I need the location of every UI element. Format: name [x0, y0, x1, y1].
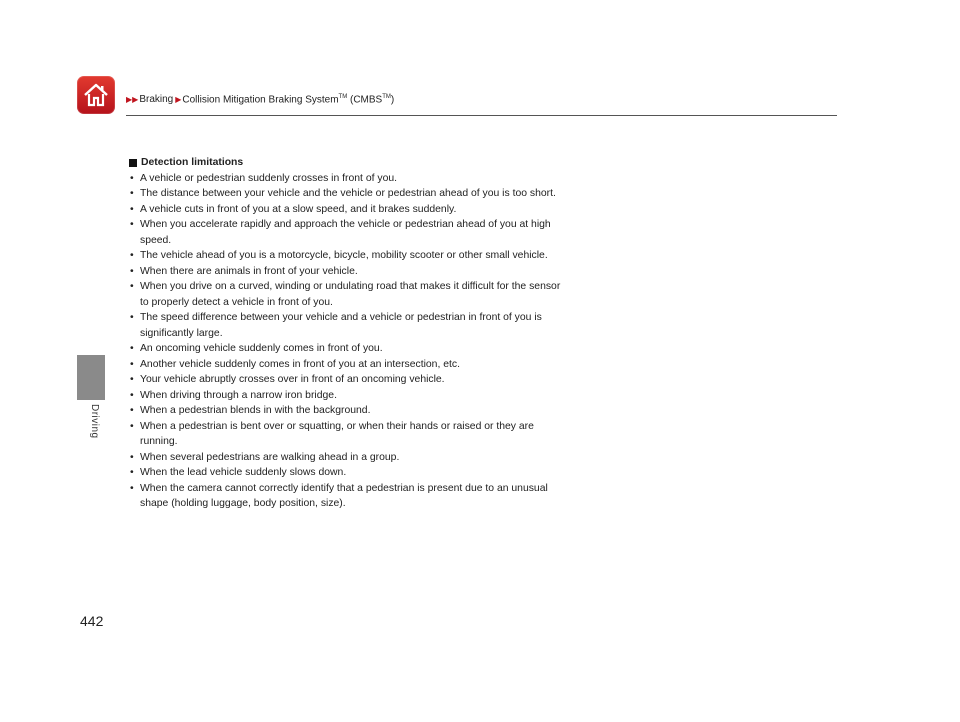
breadcrumb [126, 94, 394, 105]
list-item: • When a pedestrian is bent over or squatting, or when their hands or raised or they are running. [129, 419, 561, 450]
list-item: • Your vehicle abruptly crosses over in front of an oncoming vehicle. [129, 372, 561, 388]
page-number: 442 [80, 613, 104, 629]
section-heading [129, 155, 561, 171]
breadcrumb-link-braking[interactable]: Braking [139, 94, 174, 106]
list-item: • A vehicle or pedestrian suddenly crosses in front of you. [129, 171, 561, 187]
home-button[interactable] [77, 76, 115, 114]
list-item: • When driving through a narrow iron bridge. [129, 388, 561, 404]
list-item: • When you accelerate rapidly and approach the vehicle or pedestrian ahead of you at high speed. [129, 217, 561, 248]
list-item: • Another vehicle suddenly comes in front of you at an intersection, etc. [129, 357, 561, 373]
breadcrumb-arrow-icon: ▶▶ [126, 95, 139, 105]
breadcrumb-arrow-icon: ▶ [175, 95, 182, 105]
home-icon [82, 82, 110, 108]
list-item: • An oncoming vehicle suddenly comes in front of you. [129, 341, 561, 357]
list-item: • When the camera cannot correctly identify that a pedestrian is present due to an unusual shape (holding luggage, body position, size). [129, 481, 561, 512]
list-item: • The speed difference between your vehicle and a vehicle or pedestrian in front of you is significantly large. [129, 310, 561, 341]
section-label: Driving [89, 404, 100, 439]
list-item: • When the lead vehicle suddenly slows down. [129, 465, 561, 481]
list-item: • A vehicle cuts in front of you at a slow speed, and it brakes suddenly. [129, 202, 561, 218]
list-item: • When there are animals in front of your vehicle. [129, 264, 561, 280]
section-tab[interactable] [77, 355, 105, 400]
breadcrumb-link-cmbs[interactable]: Collision Mitigation Braking System™ (CMBS™) [182, 94, 395, 106]
header-divider [126, 115, 837, 116]
list-item: • When a pedestrian blends in with the background. [129, 403, 561, 419]
section-heading-text: Detection limitations [141, 157, 244, 168]
limitations-list [129, 171, 561, 512]
main-content [129, 155, 561, 512]
list-item: • The vehicle ahead of you is a motorcycle, bicycle, mobility scooter or other small vehicle. [129, 248, 561, 264]
list-item: • When several pedestrians are walking ahead in a group. [129, 450, 561, 466]
list-item: • When you drive on a curved, winding or undulating road that makes it difficult for the sensor to properly detect a vehicle in front of you. [129, 279, 561, 310]
square-bullet-icon [129, 159, 137, 167]
list-item: • The distance between your vehicle and the vehicle or pedestrian ahead of you is too short. [129, 186, 561, 202]
